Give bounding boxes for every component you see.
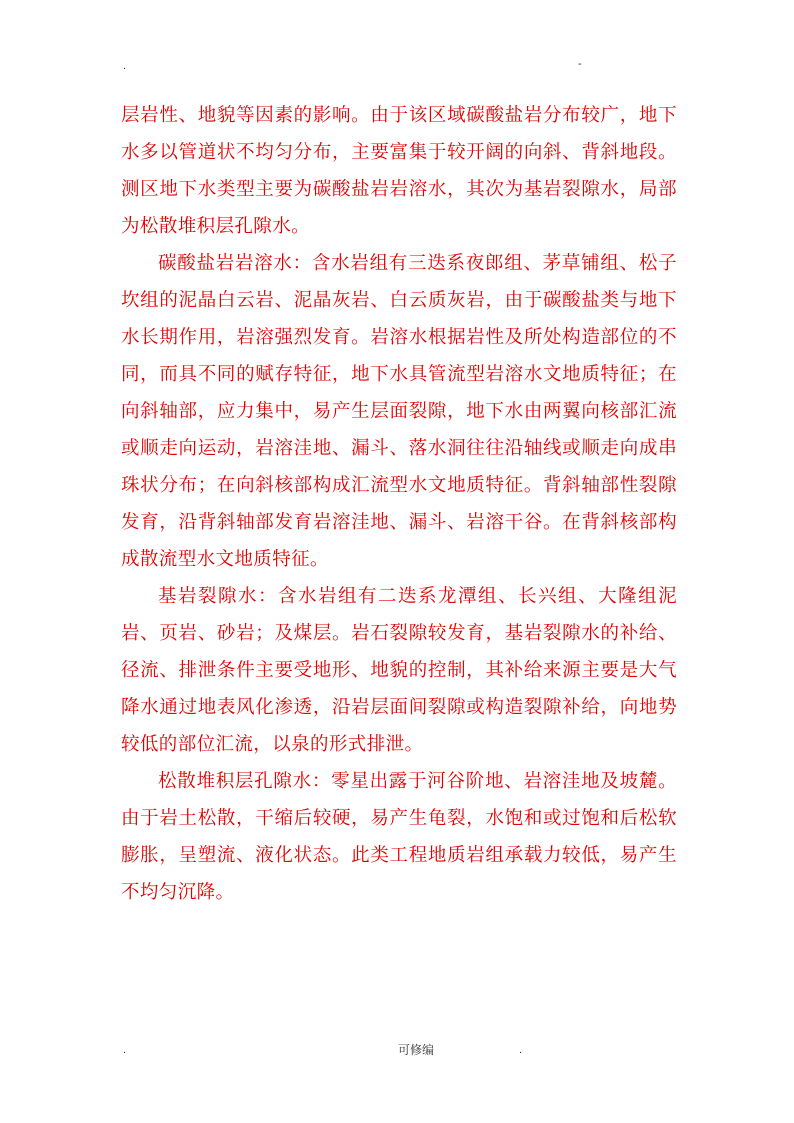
- paragraph-bedrock-fissure-water: 基岩裂隙水：含水岩组有二迭系龙潭组、长兴组、大隆组泥岩、页岩、砂岩；及煤层。岩石裂隙较发育，基岩裂隙水的补给、径流、排泄条件主要受地形、地貌的控制，其补给来源主要是大气降水通过地表风化渗透，沿岩层面间裂隙或构造裂隙补给，向地势较低的部位汇流，以泉的形式排泄。: [121, 586, 677, 755]
- header-left-mark: .: [123, 60, 127, 72]
- paragraph-carbonate-karst-water: 碳酸盐岩岩溶水：含水岩组有三迭系夜郎组、茅草铺组、松子坎组的泥晶白云岩、泥晶灰岩、白云质灰岩，由于碳酸盐类与地下水长期作用，岩溶强烈发育。岩溶水根据岩性及所处构造部位的不同，而具不同的赋存特征，地下水具管流型岩溶水文地质特征；在向斜轴部，应力集中，易产生层面裂隙，地下水由两翼向核部汇流或顺走向运动，岩溶洼地、漏斗、落水洞往往沿轴线或顺走向成串珠状分布；在向斜核部构成汇流型水文地质特征。背斜轴部性裂隙发育，沿背斜轴部发育岩溶洼地、漏斗、岩溶干谷。在背斜核部构成散流型水文地质特征。: [121, 253, 677, 570]
- document-body: [121, 97, 677, 911]
- footer-right-mark: .: [519, 1044, 523, 1056]
- header-right-mark: -: [578, 58, 582, 70]
- paragraph-groundwater-overview: 层岩性、地貌等因素的影响。由于该区域碳酸盐岩分布较广，地下水多以管道状不均匀分布，主要富集于较开阔的向斜、背斜地段。测区地下水类型主要为碳酸盐岩岩溶水，其次为基岩裂隙水，局部为松散堆积层孔隙水。: [121, 105, 677, 237]
- footer-editable-label: 可修编: [398, 1043, 435, 1057]
- paragraph-loose-pore-water: 松散堆积层孔隙水：零星出露于河谷阶地、岩溶洼地及坡麓。由于岩土松散，干缩后较硬，易产生龟裂，水饱和或过饱和后松软膨胀，呈塑流、液化状态。此类工程地质岩组承载力较低，易产生不均匀沉降。: [121, 771, 677, 903]
- footer-left-mark: .: [123, 1044, 127, 1056]
